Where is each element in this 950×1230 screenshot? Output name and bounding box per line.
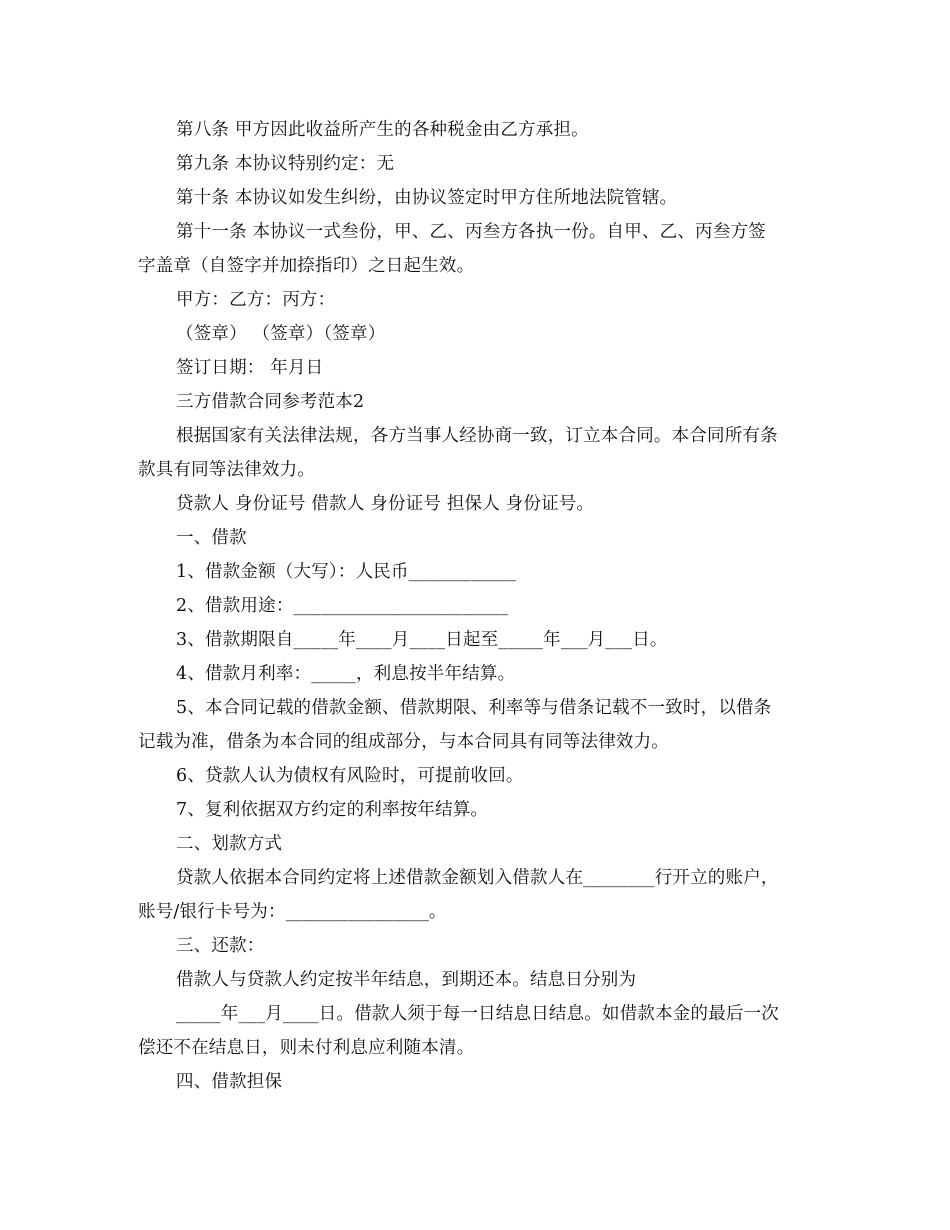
loan-item-2: 2、借款用途：________________________ bbox=[176, 596, 509, 616]
repayment-line-1: 借款人与贷款人约定按半年结息，到期还本。结息日分别为 bbox=[176, 970, 637, 990]
transfer-line-2: 账号/银行卡号为：________________。 bbox=[138, 902, 447, 922]
preamble-line-2: 款具有同等法律效力。 bbox=[138, 460, 315, 480]
article-11-line-2: 字盖章（自签字并加捺指印）之日起生效。 bbox=[138, 256, 475, 276]
document-body bbox=[138, 113, 818, 1099]
repayment-line-3: 偿还不在结息日，则未付利息应利随本清。 bbox=[138, 1038, 475, 1058]
repayment-line-2: _____年___月____日。借款人须于每一日结息日结息。如借款本金的最后一次 bbox=[176, 1004, 779, 1024]
heading-repayment: 三、还款： bbox=[176, 936, 265, 956]
article-8: 第八条 甲方因此收益所产生的各种税金由乙方承担。 bbox=[176, 120, 589, 140]
loan-item-4: 4、借款月利率：_____，利息按半年结算。 bbox=[176, 664, 516, 684]
transfer-line-1: 贷款人依据本合同约定将上述借款金额划入借款人在________行开立的账户， bbox=[176, 868, 779, 888]
parties-id-line: 贷款人 身份证号 借款人 身份证号 担保人 身份证号。 bbox=[176, 494, 595, 514]
loan-item-5-line-2: 记载为准，借条为本合同的组成部分，与本合同具有同等法律效力。 bbox=[138, 732, 669, 752]
heading-loan: 一、借款 bbox=[176, 528, 247, 548]
heading-guarantee: 四、借款担保 bbox=[176, 1072, 283, 1092]
loan-item-1: 1、借款金额（大写）：人民币____________ bbox=[176, 562, 517, 582]
loan-item-7: 7、复利依据双方约定的利率按年结算。 bbox=[176, 800, 489, 820]
sign-date-line: 签订日期： 年月日 bbox=[176, 358, 324, 378]
article-10: 第十条 本协议如发生纠纷，由协议签定时甲方住所地法院管辖。 bbox=[176, 188, 678, 208]
loan-item-3: 3、借款期限自_____年____月____日起至_____年___月___日。 bbox=[176, 630, 668, 650]
article-11-line-1: 第十一条 本协议一式叁份，甲、乙、丙叁方各执一份。自甲、乙、丙叁方签 bbox=[176, 222, 766, 242]
heading-transfer: 二、划款方式 bbox=[176, 834, 283, 854]
preamble-line-1: 根据国家有关法律法规，各方当事人经协商一致，订立本合同。本合同所有条 bbox=[176, 426, 778, 446]
loan-item-6: 6、贷款人认为债权有风险时，可提前收回。 bbox=[176, 766, 524, 786]
article-9: 第九条 本协议特别约定：无 bbox=[176, 154, 395, 174]
section-title: 三方借款合同参考范本2 bbox=[176, 392, 365, 412]
loan-item-5-line-1: 5、本合同记载的借款金额、借款期限、利率等与借条记载不一致时，以借条 bbox=[176, 698, 772, 718]
parties-line: 甲方：乙方：丙方： bbox=[176, 290, 336, 310]
signature-line: （签章） （签章）（签章） bbox=[176, 324, 386, 344]
